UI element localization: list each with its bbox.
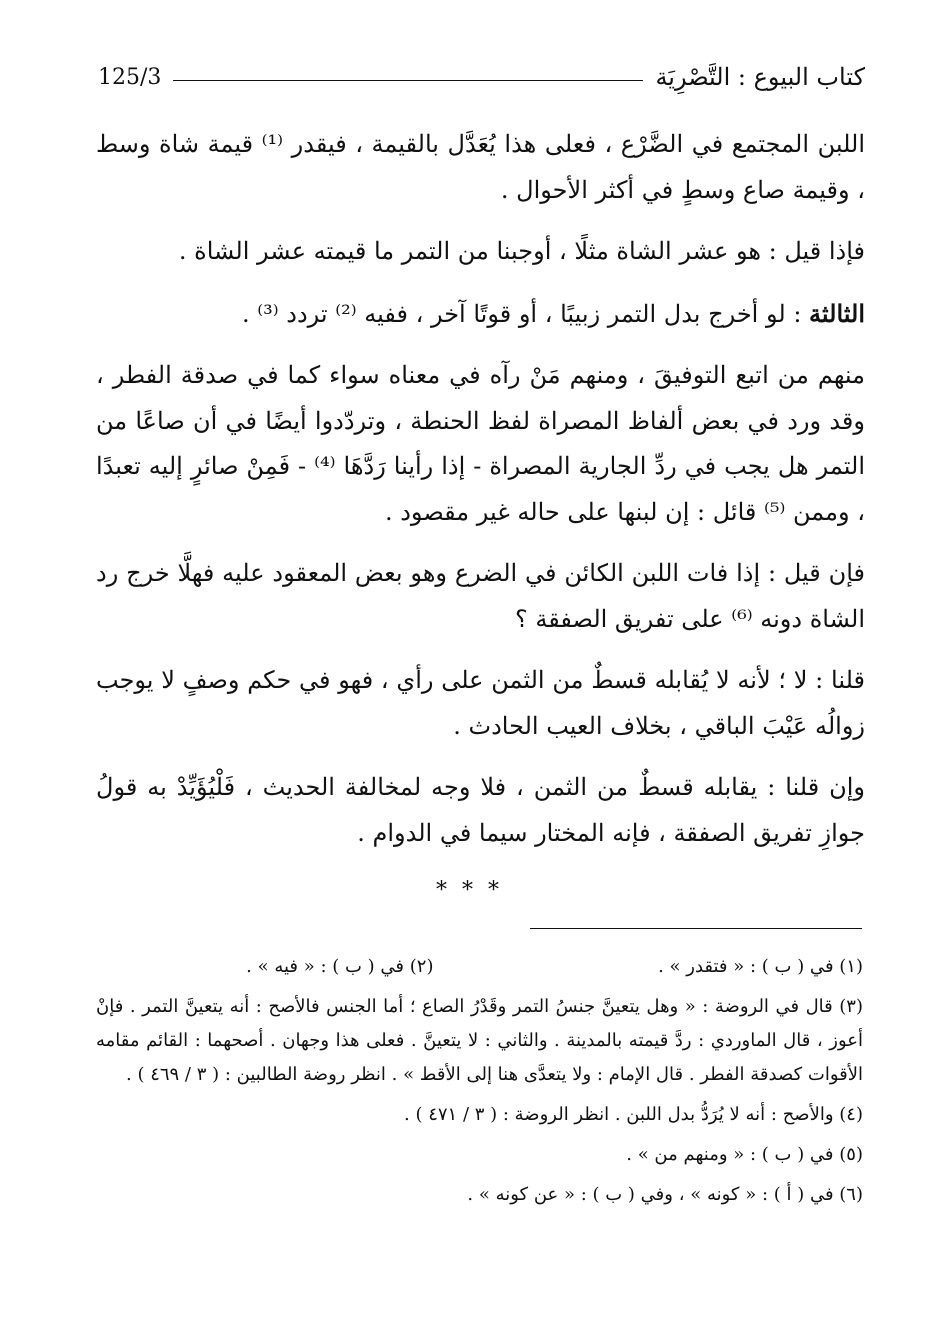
paragraph-3 — [96, 291, 865, 338]
section-label-third: الثالثة — [809, 298, 865, 328]
section-separator: * * * — [436, 878, 503, 903]
footnote-4: (٤) والأصح : أنه لا يُرَدُّ بدل اللبن . انظر الروضة : ( ٣ / ٤٧١ ) . — [404, 1104, 863, 1125]
paragraph-5: فإن قيل : إذا فات اللبن الكائن في الضرع وهو بعض المعقود عليه فهلَّا خرج رد الشاة دونه ⁽⁶⁾ على تفريق الصفقة ؟ — [96, 559, 865, 633]
paragraph-7: وإن قلنا : يقابله قسطٌ من الثمن ، فلا وجه لمخالفة الحديث ، فَلْيُؤَيِّدْ به قولُ جوازِ تفريق الصفقة ، فإنه المختار سيما في الدوام . — [96, 773, 865, 847]
footnote-row-1-2 — [96, 950, 863, 984]
paragraph-4: منهم من اتبع التوفيقَ ، ومنهم مَنْ رآه في معناه سواء كما في صدقة الفطر ، وقد ورد في بعض ألفاظ المصراة لفظ الحنطة ، وتردّدوا أيضًا في أن صاعًا من التمر هل يجب في ردِّ الجارية المصراة - إذا رأينا رَدَّهَا ⁽⁴⁾ - فَمِنْ صائرٍ إليه تعبدًا ، وممن ⁽⁵⁾ قائل : إن لبنها على حاله غير مقصود . — [96, 361, 866, 526]
paragraph-1: اللبن المجتمع في الضَّرْع ، فعلى هذا يُعَدَّل بالقيمة ، فيقدر ⁽¹⁾ قيمة شاة وسط ، وقيمة صاع وسطٍ في أكثر الأحوال . — [96, 130, 866, 204]
footnote-3: (٣) قال في الروضة : « وهل يتعينَّ جنسُ التمر وقَدْرُ الصاع ؛ أما الجنس فالأصح : أنه يتعينَّ التمر . فإنْ أعوز ، قال الماوردي : ردَّ قيمته بالمدينة . والثاني : لا يتعينَّ . فعلى هذا وجهان . أصحهما : القائم مقامه الأقوات كصدقة الفطر . قال الإمام : ولا يتعدَّى هنا إلى الأقط » . انظر روضة الطالبين : ( ٣ / ٤٦٩ ) . — [96, 996, 863, 1085]
chapter-title: كتاب البيوع : التَّصْرِيَة — [655, 63, 865, 91]
running-header — [98, 60, 865, 94]
footnote-1: (١) في ( ب ) : « فتقدر » . — [658, 956, 863, 977]
footnote-2: (٢) في ( ب ) : « فيه » . — [246, 956, 434, 977]
footnote-rule — [530, 928, 862, 929]
paragraph-2: فإذا قيل : هو عشر الشاة مثلًا ، أوجبنا من التمر ما قيمته عشر الشاة . — [178, 237, 865, 265]
footnote-6: (٦) في ( أ ) : « كونه » ، وفي ( ب ) : « عن كونه » . — [467, 1184, 863, 1205]
header-rule — [173, 80, 643, 81]
paragraph-3-text: : لو أخرج بدل التمر زبيبًا ، أو قوتًا آخر ، ففيه ⁽²⁾ تردد ⁽³⁾ . — [241, 299, 810, 328]
paragraph-6: قلنا : لا ؛ لأنه لا يُقابله قسطٌ من الثمن على رأي ، فهو في حكم وصفٍ لا يوجب زوالُه عَيْبَ الباقي ، بخلاف العيب الحادث . — [96, 666, 865, 740]
main-text — [96, 122, 865, 872]
footnote-5: (٥) في ( ب ) : « ومنهم من » . — [626, 1144, 863, 1165]
footnotes — [96, 950, 863, 1218]
page-number: 125/3 — [98, 64, 162, 90]
